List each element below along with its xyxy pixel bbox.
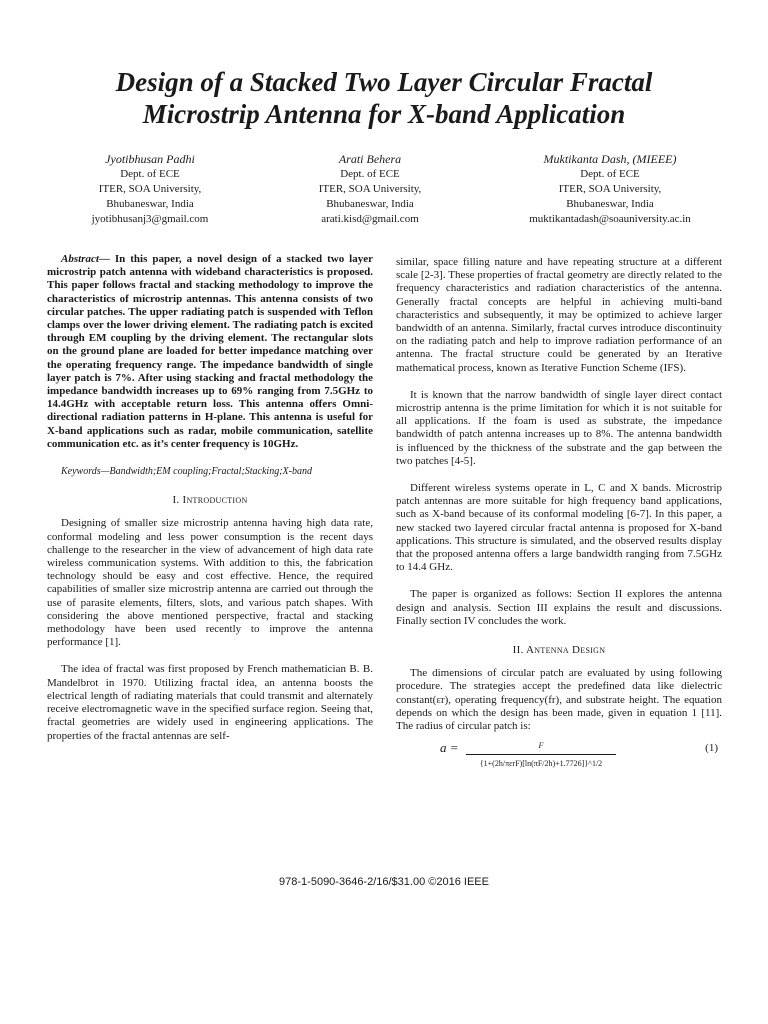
- paragraph: Designing of smaller size microstrip antenna having high data rate, conformal modeling and less power consumption is the recent days challenge to the researcher in the view of advancement of high data rate wireless communication systems. With addition to this, the fabrication technology should be easy and cost effective. Hence, the required capabilities of smaller size microstrip antenna are carried out through the use of parasite elements, filters, slots, and various patch shapes. With considering the above mentioned perspective, fractal and stacking methodology have been used recently to improve the antenna performance [1].: [47, 517, 373, 649]
- copyright-footer: 978-1-5090-3646-2/16/$31.00 ©2016 IEEE: [279, 876, 489, 888]
- section-heading-antenna-design: II. Antenna Design: [512, 644, 606, 657]
- author-city: Bhubaneswar, India: [106, 198, 194, 210]
- author-2: [285, 152, 455, 227]
- author-institution: ITER, SOA University,: [98, 183, 202, 195]
- abstract-label: Abstract—: [61, 253, 110, 265]
- paragraph: The dimensions of circular patch are evaluated by using following procedure. The strategies accept the predefined data like dielectric constant(εr), operating frequency(fr), and substrate height. The equation depends on which the design has been made, given in equation 1 [11]. The radius of circular patch is:: [396, 667, 722, 733]
- author-name: Muktikanta Dash, (MIEEE): [543, 152, 677, 166]
- title-line-1: Design of a Stacked Two Layer Circular Fractal: [115, 67, 653, 97]
- author-email: muktikantadash@soauniversity.ac.in: [529, 213, 691, 225]
- paragraph: similar, space filling nature and have repeating structure at a different scale [2-3]. These properties of fractal geometry are directly related to the frequency characteristics and radiation characteristics of the antenna. Generally fractal concepts are helpful in achieving multi-band characteristics and subsequently, it may be optimized to achieve larger bandwidth of an antenna. Similarly, fractal curves introduce discontinuity on the radiating patch and help to improve radiation performance of an antenna. The fractal structure could be generated by an Iterative mathematical process, known as Iterative Function Scheme (IFS).: [396, 256, 722, 374]
- right-column: [396, 256, 722, 769]
- author-block: [55, 152, 735, 225]
- paragraph: The idea of fractal was first proposed by French mathematician B. B. Mandelbrot in 1970. Utilizing fractal idea, an antenna boosts the electrical length of radiating materials that could transmit and alternately receive electromagnetic wave in the specified surface region. Seeing that, fractal geometries are widely used in engineering applications. The properties of the fractal antennas are self-: [47, 663, 373, 742]
- paragraph: It is known that the narrow bandwidth of single layer direct contact microstrip antenna is the prime limitation for which it is not suitable for all applications. If the foam is used as substrate, the impedance bandwidth of patch antenna increases up to 8%. The antenna bandwidth is influenced by the thickness of the substrate and the gap between the two patches [4-5].: [396, 388, 722, 467]
- author-email: arati.kisd@gmail.com: [321, 213, 419, 225]
- author-name: Arati Behera: [338, 152, 402, 166]
- author-3: [485, 152, 735, 227]
- equation-lhs: a =: [440, 740, 459, 756]
- abstract: [47, 253, 373, 451]
- author-institution: ITER, SOA University,: [558, 183, 662, 195]
- paragraph: Different wireless systems operate in L, C and X bands. Microstrip patch antennas are more suitable for high frequency band applications, such as X-band because of its conformal modeling [6-7]. In this paper, a new stacked two layered circular fractal antenna is proposed for X-band applications. This structure is simulated, and the observed results display that the proposed antenna offers a large bandwidth ranging from 7.5GHz to 14.4 GHz.: [396, 482, 722, 574]
- author-name: Jyotibhusan Padhi: [105, 152, 195, 166]
- abstract-text: In this paper, a novel design of a stacked two layer microstrip patch antenna with wideband characteristics is proposed. This paper follows fractal and stacking methodology to improve the characteristics of microstrip antennas. This antenna consists of two circular patches. The upper radiating patch is suspended with Teflon clamps over the lower driving element. The radiating patch is excited through EM coupling by the driving element. The rectangular slots on the ground plane are loaded for better impedance matching over the operating frequency range. The impedance bandwidth of single layer patch is 7%. After using stacking and fractal methodology the impedance bandwidth increases up to 69% ranging from 7.5GHz to 14.4GHz with acceptable return loss. This antenna offers Omni-directional radiation patterns in H-plane. This antenna is useful for X-band applications such as radar, mobile communication, satellite communication etc. as it’s center frequency is 10GHz.: [47, 253, 373, 450]
- author-city: Bhubaneswar, India: [326, 198, 414, 210]
- equation-1: [396, 739, 722, 769]
- author-dept: Dept. of ECE: [340, 168, 400, 180]
- equation-numerator: F: [466, 739, 616, 754]
- author-dept: Dept. of ECE: [120, 168, 180, 180]
- title-line-2: Microstrip Antenna for X-band Application: [142, 99, 626, 129]
- author-1: [55, 152, 245, 227]
- equation-fraction: [466, 739, 616, 769]
- equation-denominator: {1+(2h/πεrF)[ln(πF/2h)+1.7726]}^1/2: [479, 758, 603, 768]
- keywords: Keywords—Bandwidth;EM coupling;Fractal;Stacking;X-band: [61, 466, 312, 478]
- paragraph: The paper is organized as follows: Section II explores the antenna design and analysis. Section III explains the result and discussions. Finally section IV concludes the work.: [396, 588, 722, 627]
- section-heading-introduction: I. Introduction: [172, 494, 248, 507]
- author-dept: Dept. of ECE: [580, 168, 640, 180]
- author-institution: ITER, SOA University,: [318, 183, 422, 195]
- paper-title: [40, 66, 728, 130]
- left-column: [47, 253, 373, 743]
- equation-number: (1): [705, 742, 718, 755]
- author-city: Bhubaneswar, India: [566, 198, 654, 210]
- author-email: jyotibhusanj3@gmail.com: [91, 213, 209, 225]
